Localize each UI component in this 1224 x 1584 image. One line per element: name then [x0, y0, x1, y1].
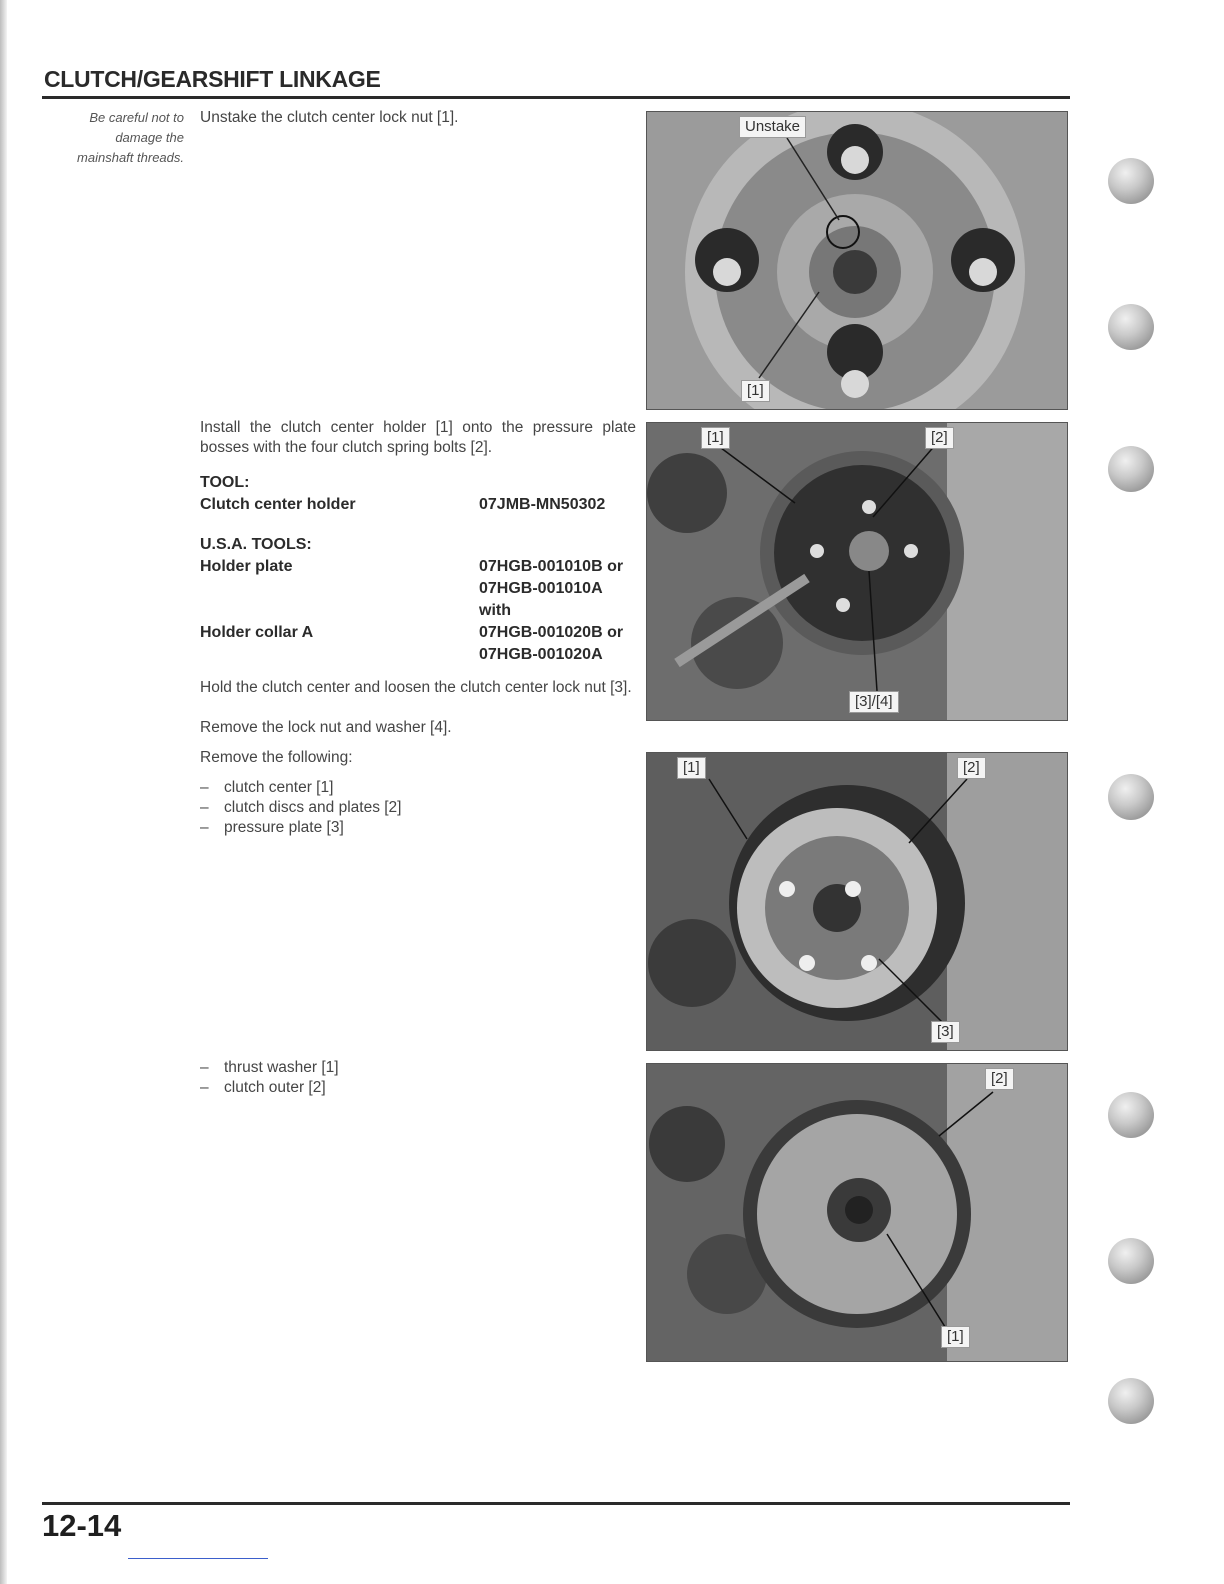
tool-number-collar-2: 07HGB-001020A: [479, 646, 603, 663]
list-item: [200, 778, 333, 798]
side-note-line: mainshaft threads.: [77, 150, 184, 165]
photo-label: [2]: [925, 427, 954, 449]
binder-hole: [1108, 1378, 1154, 1424]
list-dash: –: [200, 1059, 209, 1076]
photo-clutch-removal-illustration: [647, 753, 1067, 1050]
photo-clutch-outer: [646, 1063, 1068, 1362]
list-dash: –: [200, 1079, 209, 1096]
photo-label: [2]: [985, 1068, 1014, 1090]
tool-name-plate: Holder plate: [200, 558, 293, 575]
binder-hole: [1108, 304, 1154, 350]
photo-clutch-removal: [646, 752, 1068, 1051]
side-note-line: damage the: [115, 130, 184, 145]
step-remove-nut-text: Remove the lock nut and washer [4].: [200, 719, 452, 736]
binder-hole: [1108, 1238, 1154, 1284]
photo-label: [3]: [931, 1021, 960, 1043]
list-dash: –: [200, 819, 209, 836]
side-note-line: Be careful not to: [89, 110, 184, 125]
photo-label: [1]: [941, 1326, 970, 1348]
binder-hole: [1108, 774, 1154, 820]
list-item-label: pressure plate [3]: [224, 819, 344, 836]
header-rule: [42, 96, 1070, 99]
binder-hole: [1108, 1092, 1154, 1138]
photo-label: [1]: [741, 380, 770, 402]
list-dash: –: [200, 799, 209, 816]
tool-number-plate-1: 07HGB-001010B or: [479, 558, 624, 575]
tool-number-holder: 07JMB-MN50302: [479, 496, 606, 513]
tool-name-collar: Holder collar A: [200, 624, 314, 641]
step-unstake-text: Unstake the clutch center lock nut [1].: [200, 109, 459, 126]
footer-link-underline: [128, 1558, 268, 1559]
tool-number-plate-2: 07HGB-001010A: [479, 580, 603, 597]
photo-label: [1]: [677, 757, 706, 779]
tool-with: with: [479, 602, 511, 619]
photo-clutch-outer-illustration: [647, 1064, 1067, 1361]
tool-number-collar-1: 07HGB-001020B or: [479, 624, 624, 641]
photo-unstake-nut: [646, 111, 1068, 410]
photo-label: [2]: [957, 757, 986, 779]
list-item-label: clutch outer [2]: [224, 1079, 326, 1096]
binder-hole: [1108, 446, 1154, 492]
list-dash: –: [200, 779, 209, 796]
photo-label: [3]/[4]: [849, 691, 899, 713]
list-item: [200, 818, 344, 838]
photo-clutch-holder: [646, 422, 1068, 721]
step-install-holder-text: Install the clutch center holder [1] onto the pressure plate bosses with the four clutch spring bolts [2].: [200, 419, 636, 456]
photo-clutch-holder-illustration: [647, 423, 1067, 720]
list-item-label: thrust washer [1]: [224, 1059, 339, 1076]
side-caution-note: [44, 108, 184, 168]
page-left-edge: [0, 0, 7, 1584]
tool-heading: TOOL:: [200, 474, 250, 491]
usa-tools-heading: U.S.A. TOOLS:: [200, 536, 312, 553]
step-remove-following-text: Remove the following:: [200, 749, 353, 766]
list-item: [200, 1058, 339, 1078]
photo-label: [1]: [701, 427, 730, 449]
photo-unstake-illustration: [647, 112, 1067, 409]
list-item-label: clutch discs and plates [2]: [224, 799, 402, 816]
section-title: CLUTCH/GEARSHIFT LINKAGE: [44, 66, 381, 92]
list-item: [200, 1078, 326, 1098]
list-item: [200, 798, 402, 818]
page-number: 12-14: [42, 1508, 122, 1543]
list-item-label: clutch center [1]: [224, 779, 334, 796]
footer-rule: [42, 1502, 1070, 1505]
photo-label-unstake: Unstake: [739, 116, 806, 138]
step-loosen-text: Hold the clutch center and loosen the clutch center lock nut [3].: [200, 679, 632, 696]
binder-hole: [1108, 158, 1154, 204]
tool-name-holder: Clutch center holder: [200, 496, 356, 513]
